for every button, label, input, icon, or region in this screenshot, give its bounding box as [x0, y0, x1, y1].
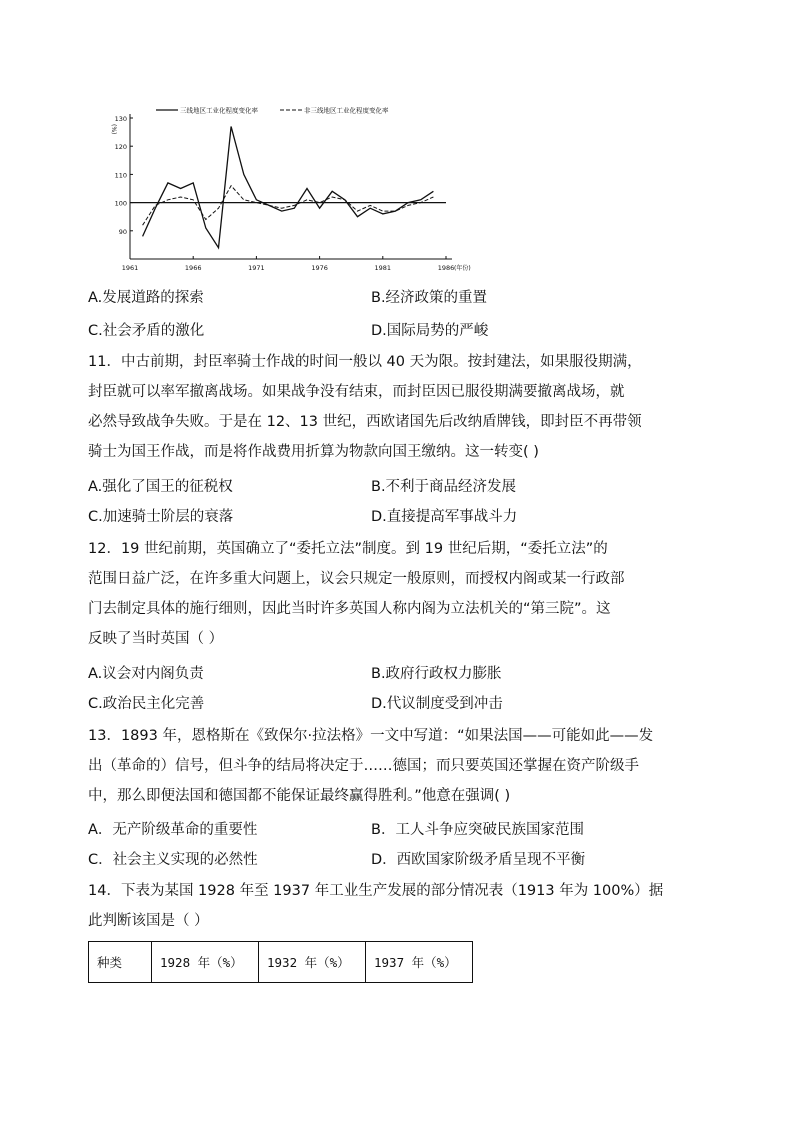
x-tick-label: 1976 [311, 264, 328, 272]
q13-option-c[interactable]: C．社会主义实现的必然性 [88, 852, 258, 868]
x-tick-label: 1986 [437, 264, 455, 272]
q13-option-b[interactable]: B．工人斗争应突破民族国家范围 [371, 822, 584, 838]
q14-line: 14．下表为某国 1928 年至 1937 年工业生产发展的部分情况表（1913 年为 100%）据 [88, 883, 664, 899]
q13-option-d[interactable]: D．西欧国家阶级矛盾呈现不平衡 [371, 852, 586, 868]
q14-table [88, 941, 473, 983]
y-tick-label: 130 [114, 115, 127, 123]
q12-option-c[interactable]: C.政治民主化完善 [88, 696, 205, 712]
q12-line: 反映了当时英国（ ） [88, 631, 224, 647]
series-line-sanxian [143, 127, 434, 248]
q13-stem [88, 721, 708, 811]
table-header-cell: 1928 年（%） [152, 942, 259, 983]
q11-line: 封臣就可以率军撤离战场。如果战争没有结束，而封臣因已服役期满要撤离战场，就 [88, 384, 625, 400]
q14-stem [88, 876, 708, 936]
legend-label: 非三线地区工业化程度变化率 [304, 106, 389, 115]
q12-line: 范围日益广泛，在许多重大问题上，议会只规定一般原则，而授权内阁或某一行政部 [88, 571, 625, 587]
y-axis-label: (%) [110, 124, 117, 135]
q12-option-b[interactable]: B.政府行政权力膨胀 [371, 666, 502, 682]
q13-option-a[interactable]: A．无产阶级革命的重要性 [88, 822, 258, 838]
q11-line: 11．中古前期，封臣率骑士作战的时间一般以 40 天为限。按封建法，如果服役期满， [88, 354, 642, 370]
q13-line: 13．1893 年，恩格斯在《致保尔·拉法格》一文中写道：“如果法国——可能如此——发 [88, 728, 654, 744]
q13-line: 中，那么即便法国和德国都不能保证最终赢得胜利。”他意在强调( ) [88, 788, 511, 804]
q10-option-d[interactable]: D.国际局势的严峻 [371, 323, 489, 339]
q12-option-a[interactable]: A.议会对内阁负责 [88, 666, 204, 682]
q11-stem [88, 347, 708, 467]
table-header-row [89, 942, 473, 983]
x-tick-label: 1971 [248, 264, 265, 272]
table-header-cell: 1932 年（%） [259, 942, 366, 983]
y-tick-label: 120 [114, 143, 127, 152]
q11-line: 骑士为国王作战，而是将作战费用折算为物款向国王缴纳。这一转变( ) [88, 444, 539, 460]
q11-option-b[interactable]: B.不利于商品经济发展 [371, 479, 517, 495]
series-line-non-sanxian [143, 186, 434, 226]
q11-option-c[interactable]: C.加速骑士阶层的衰落 [88, 509, 234, 525]
q12-stem [88, 534, 708, 654]
q10-option-b[interactable]: B.经济政策的重置 [371, 290, 488, 306]
industrialization-line-chart [108, 104, 488, 276]
legend-label: 三线地区工业化程度变化率 [180, 106, 258, 115]
table-header-cell: 种类 [89, 942, 152, 983]
x-axis-label: (年份) [454, 265, 471, 272]
q12-line: 门去制定具体的施行细则，因此当时许多英国人称内阁为立法机关的“第三院”。这 [88, 601, 611, 617]
q13-line: 出（革命的）信号，但斗争的结局将决定于……德国；而只要英国还掌握在资产阶级手 [88, 758, 639, 774]
y-tick-label: 90 [118, 227, 127, 236]
x-tick-label: 1961 [121, 264, 139, 272]
q12-line: 12．19 世纪前期，英国确立了“委托立法”制度。到 19 世纪后期，“委托立法”的 [88, 541, 608, 557]
q14-line: 此判断该国是（ ） [88, 913, 209, 929]
q10-option-c[interactable]: C.社会矛盾的激化 [88, 323, 205, 339]
q11-option-d[interactable]: D.直接提高军事战斗力 [371, 509, 518, 525]
q10-option-a[interactable]: A.发展道路的探索 [88, 290, 204, 306]
y-tick-label: 110 [114, 171, 127, 180]
y-tick-label: 100 [114, 199, 127, 208]
q12-option-d[interactable]: D.代议制度受到冲击 [371, 696, 503, 712]
q11-line: 必然导致战争失败。于是在 12、13 世纪，西欧诸国先后改纳盾牌钱，即封臣不再带领 [88, 414, 642, 430]
x-tick-label: 1966 [184, 264, 202, 272]
table-header-cell: 1937 年（%） [366, 942, 473, 983]
q11-option-a[interactable]: A.强化了国王的征税权 [88, 479, 233, 495]
chart-svg [108, 104, 488, 276]
x-tick-label: 1981 [374, 264, 392, 272]
